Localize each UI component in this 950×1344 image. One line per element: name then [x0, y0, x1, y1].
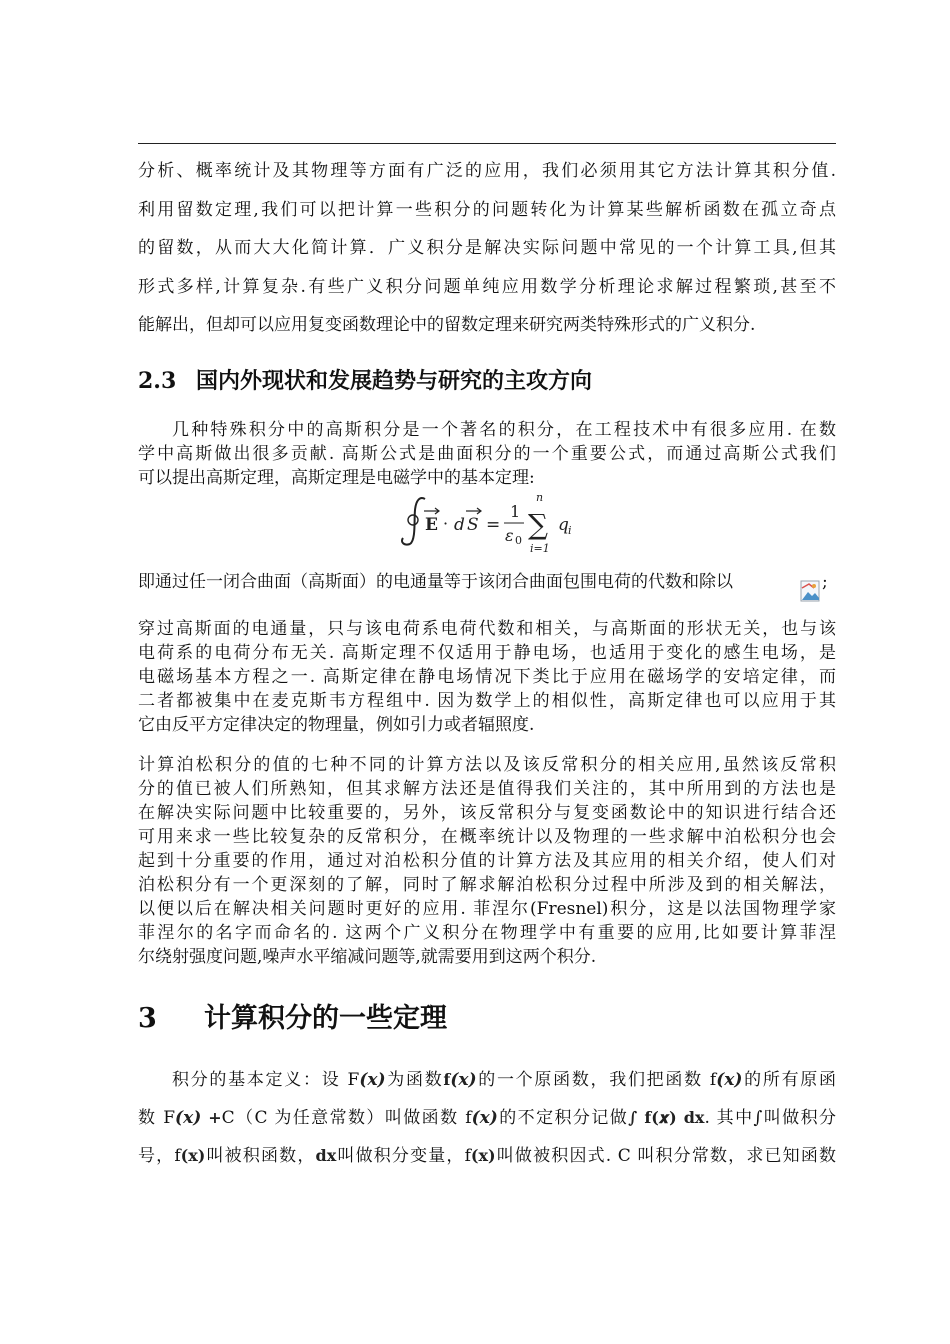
- sum-lower-limit: i=1: [530, 542, 550, 555]
- section-number: 2.3: [138, 368, 177, 394]
- text-line: 电磁场基本方程之一. 高斯定律在静电场情况下类比于应用在磁场学的安培定律，而: [138, 667, 836, 687]
- text-line: 可用来求一些比较复杂的反常积分，在概率统计以及物理的一些求解中泊松积分也会: [138, 827, 836, 847]
- vector-e: E: [425, 515, 438, 535]
- section-number: 3: [138, 1003, 157, 1034]
- equals-sign: =: [486, 515, 501, 535]
- text-line: 泊松积分有一个更深刻的了解，同时了解求解泊松积分过程中所涉及到的相关解法，: [138, 875, 836, 895]
- text-line: 以便以后在解决相关问题时更好的应用. 菲涅尔(Fresnel)积分，这是以法国物理学家: [138, 899, 836, 919]
- vector-s: S: [467, 515, 479, 535]
- text-line: 数 F(𝒙) +C（C 为任意常数）叫做函数 f(𝒙)的不定积分记做∫ f(𝒙) dx. 其中∫叫做积分: [138, 1108, 837, 1128]
- text-line: 菲涅尔的名字而命名的. 这两个广义积分在物理学中有重要的应用,比如要计算菲涅: [138, 923, 836, 943]
- paragraph-integral-definition: [138, 1061, 836, 1175]
- differential-d: d: [454, 515, 465, 535]
- text-line: 号，f(x)叫被积函数，dx叫做积分变量，f(x)叫做被积因式. C 叫积分常数，求已知函数: [138, 1146, 837, 1166]
- fraction-denominator: ε: [505, 526, 514, 545]
- broken-image-icon: [800, 578, 822, 604]
- text-line: 形式多样,计算复杂.有些广义积分问题单纯应用数学分析理论求解过程繁琐,甚至不: [138, 276, 836, 297]
- text-line: 穿过高斯面的电通量，只与该电荷系电荷代数和相关，与高斯面的形状无关，也与该: [138, 619, 836, 639]
- text-line: 尔绕射强度问题,噪声水平缩减问题等,就需要用到这两个积分.: [138, 947, 597, 967]
- text-line: 电荷系的电荷分布无关. 高斯定理不仅适用于静电场，也适用于变化的感生电场，是: [138, 643, 836, 663]
- contour-integral-sign: [402, 498, 425, 545]
- header-rule: [138, 143, 836, 144]
- charge-q-sub: i: [568, 524, 572, 537]
- text-line: 可以提出高斯定理，高斯定理是电磁学中的基本定理:: [138, 468, 535, 488]
- text-line: 分析、概率统计及其物理等方面有广泛的应用，我们必须用其它方法计算其积分值.: [138, 161, 836, 181]
- integral-expression: ∫ f(𝒙) dx: [628, 1108, 705, 1127]
- text-line: 能解出，但却可以应用复变函数理论中的留数定理来研究两类特殊形式的广义积分.: [138, 315, 756, 335]
- text-line: 学中高斯做出很多贡献. 高斯公式是曲面积分的一个重要公式，而通过高斯公式我们: [138, 444, 836, 464]
- text-line: 几种特殊积分中的高斯积分是一个著名的积分，在工程技术中有很多应用. 在数: [172, 420, 836, 440]
- fraction-denominator-sub: 0: [515, 534, 522, 547]
- sum-sign: ∑: [528, 508, 548, 541]
- text-line: 积分的基本定义：设 F(𝒙)为函数f(𝒙)的一个原函数，我们把函数 f(𝒙)的所有原函: [172, 1070, 837, 1090]
- paragraph-residue-intro: [138, 152, 836, 345]
- semicolon: ;: [822, 572, 828, 592]
- paragraph-poisson: [138, 753, 836, 969]
- sum-upper-limit: n: [536, 491, 544, 504]
- text-line: 二者都被集中在麦克斯韦方程组中. 因为数学上的相似性，高斯定律也可以应用于其: [138, 691, 836, 711]
- paragraph-gauss-statement: [138, 570, 836, 594]
- charge-q: q: [558, 515, 569, 535]
- text-line: 即通过任一闭合曲面（高斯面）的电通量等于该闭合曲面包围电荷的代数和除以: [138, 572, 733, 592]
- text-line: 计算泊松积分的值的七种不同的计算方法以及该反常积分的相关应用,虽然该反常积: [138, 755, 836, 775]
- section-title: 国内外现状和发展趋势与研究的主攻方向: [196, 369, 593, 394]
- text-line: 的留数，从而大大化简计算．广义积分是解决实际问题中常见的一个计算工具,但其: [138, 238, 836, 258]
- text-line: 分的值已被人们所熟知，但其求解方法还是值得我们关注的，其中所用到的方法也是: [138, 779, 836, 799]
- paragraph-gauss-intro: [138, 418, 836, 490]
- section-heading-3: [138, 996, 447, 1035]
- section-title: 计算积分的一些定理: [204, 1003, 447, 1034]
- paragraph-gauss-details: [138, 617, 836, 737]
- section-heading-2-3: [138, 364, 592, 395]
- text-line: 在解决实际问题中比较重要的，另外，该反常积分与复变函数论中的知识进行结合还: [138, 803, 836, 823]
- dot-operator: ·: [443, 514, 449, 533]
- text-line: 起到十分重要的作用，通过对泊松积分值的计算方法及其应用的相关介绍，使人们对: [138, 851, 836, 871]
- text-line: 它由反平方定律决定的物理量，例如引力或者辐照度.: [138, 715, 535, 735]
- gauss-law-formula: [396, 490, 586, 556]
- text-line: 利用留数定理,我们可以把计算一些积分的问题转化为计算某些解析函数在孤立奇点: [138, 199, 836, 220]
- fraction-numerator: 1: [510, 502, 521, 521]
- contour-circle: [408, 515, 418, 525]
